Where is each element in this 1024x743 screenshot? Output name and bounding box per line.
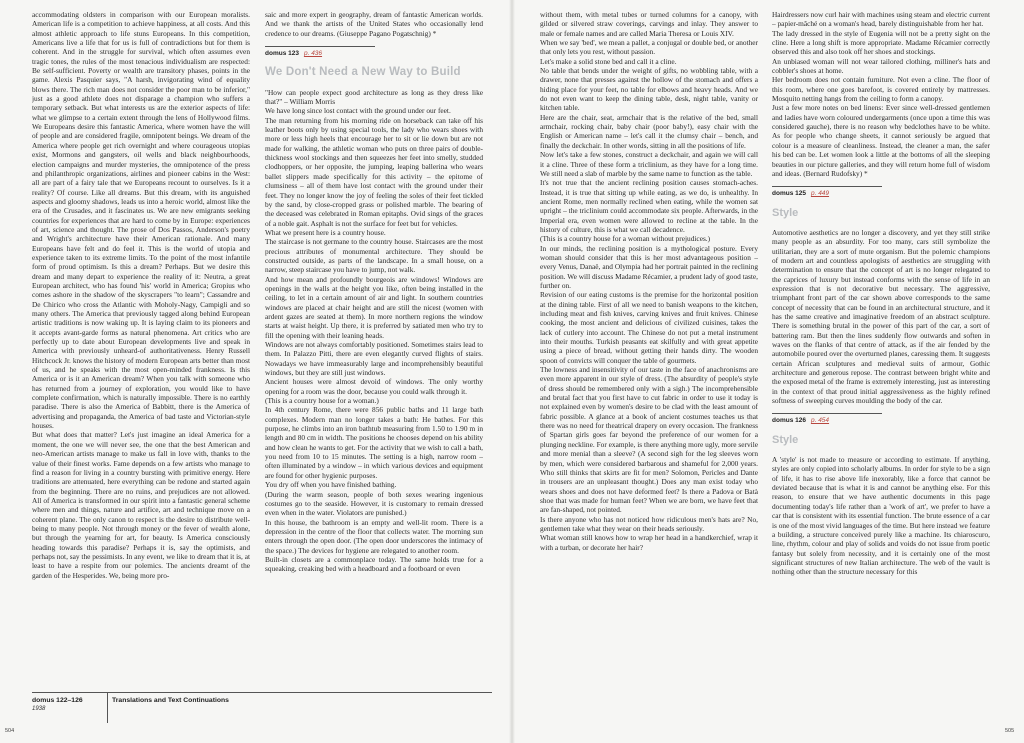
body-paragraph: Just a few more notes on bed linens: Ever since well-dressed gentlemen and ladies have worn coloured undergarments (once upon a time this was considered gauche), there is no reason why bedclothes have to be white. As for people who change sheets, it cannot seriously be argued that colour is a measure of cleanliness. Instead, the cleaner a man, the safer his bed can be. Let women look a little at the bottoms of all the sleeping beauties in our picture galleries, and they will return home full of wisdom and ideas. (Bernard Rudofsky) * <box>772 103 990 178</box>
column-3 <box>540 10 758 738</box>
column-1 <box>32 10 250 700</box>
body-paragraph: Is there anyone who has not noticed how ridiculous men's hats are? No, gentlemen take what they wear on their heads seriously. <box>540 514 758 533</box>
body-paragraph: without them, with metal tubes or turned columns for a canopy, with gilded or silvered straw coverings, carvings and inlay. They answer to male or female names and are called Maria Theresa or Louis XIV. <box>540 10 758 38</box>
body-paragraph: "How can people expect good architecture as long as they dress like that?" – William Morris <box>265 87 483 107</box>
issue-reference <box>772 413 882 425</box>
page-reference-link[interactable]: p. 454 <box>810 417 830 425</box>
body-paragraph: No table that bends under the weight of gifts, no wobbling table, with a drawer, none that presses against the hollow of the stomach and offers a hiding place for your feet, no table for elbows and heavy heads. And we do not even want to keep the dining table, desk, night table, vanity or kitchen table. <box>540 66 758 113</box>
page-gutter <box>509 0 515 743</box>
page-number-right: 505 <box>1005 728 1015 734</box>
page-number-left: 504 <box>5 728 15 734</box>
body-paragraph: In 4th century Rome, there were 856 public baths and 11 large bath complexes. Modern man no longer takes a bath: He bathes. For this purpose, he climbs into an iron bathtub measuring from 1.50 to 1.90 m in length and 80 cm in width. The positions he chooses depend on his ability and how clean he wants to get. For the activity that we wish to call a bath, you need from 10 to 15 minutes. The setting is a high, narrow room – often illuminated by a window – in which various devices and equipment are found for other hygienic purposes. <box>265 405 483 480</box>
article-heading: Style <box>772 433 799 446</box>
footer-magazine: domus 122–126 <box>32 697 83 704</box>
footer-year: 1938 <box>32 706 46 712</box>
body-paragraph: In this house, the bathroom is an empty and well-lit room. There is a depression in the centre of the floor that collects water. The morning sun enters through the open door. (The open door underscores the intimacy of the space.) The devices for hygiene are relegated to another room. <box>265 517 483 555</box>
body-paragraph: The lady dressed in the style of Eugenia will not be a pretty sight on the cline. Here a long shift is more appropriate. Madame Récamier correctly observed this and also took off her shoes and stockings. <box>772 28 990 57</box>
body-paragraph: Ancient houses were almost devoid of windows. The only worthy opening for a room was the door, because you could walk through it. <box>265 377 483 396</box>
column-2 <box>265 10 483 700</box>
page-reference-link[interactable]: p. 436 <box>303 50 323 58</box>
body-paragraph: And how mean and profoundly bourgeois are windows! Windows are openings in the walls at the height you like, often being installed in the ceiling, to let in a certain amount of air and light. In southern countries windows are placed at chair height and are still the nicest (women with ardent gazes are seated at them). In more northern regions the window starts at waist height. Up there, it is preferred by satiated men who try to fill the opening with their leaning heads. <box>265 274 483 340</box>
body-paragraph: saic and more expert in geography, dream of fantastic American worlds. And we thank the artists of the United States who occasionally lend credence to our dreams. (Giuseppe Pagano Pogatschnig) * <box>265 10 483 38</box>
body-paragraph: The staircase is not germane to the country house. Staircases are the most precious attributes of monumental architecture. They should be constructed outside, as parts of the landscape. In a small house, on a narrow, steep staircase you have to jump, not walk. <box>265 237 483 275</box>
body-paragraph: An unbiased woman will not wear tailored clothing, milliner's hats and cobbler's shoes at home. <box>772 56 990 76</box>
page-reference-link[interactable]: p. 449 <box>810 190 830 198</box>
body-paragraph: (During the warm season, people of both sexes wearing ingenious costumes go to the seaside. However, it is customary to remain dressed even when in the water. Violators are punished.) <box>265 489 483 518</box>
article-heading: Style <box>772 206 799 219</box>
body-paragraph: (This is a country house for a woman without prejudices.) <box>540 234 711 244</box>
footer-divider <box>107 693 108 723</box>
body-paragraph: Now let's take a few stones, construct a deckchair, and again we will call it a cline. Three of these form a triclinium, as they have for a long time. We still need a slab of marble by the same name to function as the table. <box>540 150 758 178</box>
column-4 <box>772 10 990 738</box>
issue-number: domus 125 <box>772 190 806 198</box>
body-paragraph: accommodating oldsters in comparison with our European moralists. American life is a competition to achieve happiness, at all costs. And this almost athletic approach to life stuns Europeans. In this competition, Americans live a life that for us is full of contradictions but for them is coherent. And in the struggle for survival, which often assumes even tragic tones, the rules of the most tenacious individualism are respected: Be self-sufficient. Poverty or wealth are transitory phases, points in the game. Alexis Pasquier says, "A harsh, invigorating wind of equality blows there. The rich man does not consider the poor man to be inferior," just as a good athlete does not disparage a champion who suffers a temporary setback. But what interests us are the exterior aspects of life: what we glimpse to a certain extent through the lens of Hollywood films. We Europeans desire this fantastic America, where women have the will of people and are considered fragile, omnipotent beings. We dream of the America where people get rich overnight and where courageous utopias exist, Mormons and gangsters, oil wells and black neighbourhoods, election campaigns and murder mysteries, the omnipotence of the press and philanthropic organizations, airlines and pioneer cabins in the West: all are part of a fairy tale that we Europeans recount to ourselves. Is it a reality? Of course. Like all dreams. But this dream, with its anguished aspects and gloomy shadows, leads us into a heroic world, almost like the era of the Crusades, and it fascinates us. We are new emigrants seeking countries for experiences that are hard to come by in Europe: experiences of art, science and thought. The prose of Dos Passos, Anderson's poetry and Wright's architecture have their American rationale. And many Europeans have felt and do feel it. This is the world of utopia and experience taken to its extreme limits. To the point of the most infantile form of proud optimism. Is this a dream? Perhaps. But we desire this dream and many depart to experience the reality of it: Neutra, a great European architect, who has found 'his' world in America; Gropius who comes ashore in the shadow of the skyscrapers "to learn"; Cassandre and De Chirico who cross the Atlantic with Moholy-Nagy, Campigli and so many others. The America that previously tagged along behind European artistic traditions is now waking up. It is laying claim to its pioneers and it accepts avant-garde forms as natural phenomena. Art critics who are perfectly up to date about European developments live and speak in America with previously unheard-of authoritativeness. Henry Russell Hitchcock Jr. knows the history of modern European arts better than most of us, and he speaks with the most open-minded frankness. Is this America or is it an American dream? When you talk with someone who has returned from a journey of exploration, you would like to have complete confirmation, which is naturally impossible. There is no earthly paradise. There is also the America of Babbitt, there is the America of advertising and propaganda, the America of bad taste and Victorian-style houses. <box>32 10 250 431</box>
body-paragraph: We have long since lost contact with the ground under our feet. <box>265 106 451 116</box>
body-paragraph: The man returning from his morning ride on horseback can take off his leather boots only by using special tools, the lady who wears shoes with more or less high heels that encourage her to sit or lie down but are not made for walking, the athletic woman who puts on three pairs of double-thickness wool stockings and then squeezes her feet into smelly, studded clodhoppers, or her opposite, the jumping, leaping ballerina who wears ballet slippers made specifically for this activity – the epitome of clumsiness – all of them have lost contact with the ground under their feet. They no longer know the joy of feeling the soles of their feet tickled by the sand, by close-cropped grass or polished marble. The bearing of the deceased was celebrated in Roman epitaphs. Ovid sings of the graces of a noble gait. Asphalt is not the surface for feet but for vehicles. <box>265 115 483 228</box>
article-heading: We Don't Need a New Way to Build <box>265 66 461 79</box>
footer-section-title: Translations and Text Continuations <box>112 697 229 704</box>
body-paragraph: Let's make a solid stone bed and call it a cline. <box>540 56 677 66</box>
body-paragraph: You dry off when you have finished bathing. <box>265 480 397 490</box>
body-paragraph: A 'style' is not made to measure or according to estimate. If anything, styles are only copied into scholarly albums. In order for style to be a sign of life, it has to rise above life inexorably, like a force that cannot be deviated because that is what it is and cannot be anything else. For this reason, to ensure that we have authentic documents in this page documenting today's life rather than a 'work of art', we prefer to have a car that is consistent with its essential function. The brute essence of a car is one of the most vivid languages of the time. But here instead we feature a building, a structure conceived purely like a machine. Its chiaroscuro, line, rhythm, colour and play of solids and voids do not issue from poetic fantasy but solely from necessity, and it is certainly one of the most significant structures of new Italian architecture. The web of the vault is nothing other than the structure necessary for this <box>772 455 990 577</box>
body-paragraph: Here are the chair, seat, armchair that is the relative of the bed, small armchair, rocking chair, baby chair (poor baby!), easy chair with the English or American name – let's call it the clumsy chair – bench, and finally the deckchair. In other words, sitting in all the positions of life. <box>540 112 758 150</box>
body-paragraph: Built-in closets are a commonplace today. The same holds true for a squeaking, creaking bed with a headboard and a footboard or even <box>265 554 483 574</box>
body-paragraph: What we present here is a country house. <box>265 227 386 237</box>
body-paragraph: In our minds, the reclining position is a mythological posture. Every woman should consider that this is her most advantageous position – every Venus, Danaë, and Olympia had her portrait painted in the reclining position. We will discuss Madame Récamier, a prudent lady of good taste, further on. <box>540 243 758 290</box>
body-paragraph: The lowness and insensitivity of our taste in the face of anachronisms are even more apparent in our style of dress. (The absurdity of people's style of dress should be remembered only with a sigh.) The incomprehensible and brutal fact that you first have to cut fabric in order to use it today is not explained even by women's desire to be clad with the least amount of fabric possible. A glance at a book of ancient costumes teaches us that there was no need for theatrical drapery on every occasion. The frankness of Spartan girls goes far beyond the preference of our women for a plunging neckline. For example, is there anything more ugly, more servile and more menial than a sleeve? (A second sigh for the leg sleeves worn by men, which were considered barbarous and shameful for 2,000 years. Who still thinks that skirts are fit for men? Solomon, Pericles and Dante in trousers are an unpleasant thought.) Does any man exist today who wears shoes and does not have deformed feet? Is there a Padova or Batà shoe that was made for human feet? When we are born, we have feet that are fan-shaped, not pointed. <box>540 365 758 515</box>
body-paragraph: (This is a country house for a woman.) <box>265 396 379 406</box>
body-paragraph: Her bedroom does not contain furniture. Not even a cline. The floor of this room, where one goes barefoot, is covered entirely by mattresses. Mosquito netting hangs from the ceiling to form a canopy. <box>772 75 990 104</box>
issue-reference <box>772 186 882 198</box>
body-paragraph: It's not true that the ancient reclining position causes stomach-aches. Instead, it is true that sitting up while eating, as we do, is unhealthy. In ancient Rome, men normally reclined when eating, while the women sat upright – the triclinium could accommodate six people. Afterwards, in the Imperial era, even women were allowed to recline at the table. In the history of culture, this is what we call decadence. <box>540 178 758 234</box>
issue-number: domus 126 <box>772 417 806 425</box>
body-paragraph: Windows are not always comfortably positioned. Sometimes stairs lead to them. In Palazzo Pitti, there are even elegantly curved flights of stairs. Nowadays we have immeasurably large and incomprehensibly beautiful windows, but they are still just windows. <box>265 340 483 378</box>
body-paragraph: Hairdressers now curl hair with machines using steam and electric current – papier-mâché on a woman's head, barely distinguishable from her hat. <box>772 10 990 29</box>
body-paragraph: Revision of our eating customs is the premise for the horizontal position at the dining table. First of all we need to banish weapons to the kitchen, including meat and fish knives, carving knives and fruit knives. Chinese cooking, the most ancient and delicious of civilized cuisines, takes the lack of cutlery into account. The Chinese do not put a metal instrument into their mouths. Turkish peasants eat skilfully and with great appetite using a piece of bread, without getting their hands dirty. The wooden spoon of convicts will conquer the table of gourmets. <box>540 290 758 365</box>
body-paragraph: What woman still knows how to wrap her head in a handkerchief, wrap it with a turban, or decorate her hair? <box>540 533 758 552</box>
issue-number: domus 123 <box>265 50 299 58</box>
body-paragraph: When we say 'bed', we mean a pallet, a conjugal or double bed, or another that only lets you rest, without passion. <box>540 38 758 57</box>
body-paragraph: But what does that matter? Let's just imagine an ideal America for a moment, the one we will never see, the one that the best American and neo-American artists manage to make us fall in love with, thanks to the value of their finest works. Fame depends on a few artists who manage to find a reason for living in a country bursting with primitive energy. Here traditions are attenuated, here everything can be redone and started again from the beginning. There are no ruins, and prejudices are not allowed. All of America is transformed in our spirit into a fantastic general scheme where men and things, nature and artifice, art and technique move on a coherent plane. The only canon to respect is the desire to distribute well-being to many people. Not through money or the fever of wealth alone, but through the yearning for art, for beauty. Is America consciously heading towards this paradise? Perhaps it is, say the optimists, and perhaps not, say the pessimists. In any event, we like to dream that it is, at least to have a respite from our polemics. The ancients dreamt of the garden of the Hesperides. We, being more pro- <box>32 430 250 580</box>
page-footer <box>32 692 492 723</box>
body-paragraph: Automotive aesthetics are no longer a discovery, and yet they still strike many people as an absurdity. For too many, cars still symbolize the utilitarian, they are a sort of mute organism. But the polemic champions of modern art and countless apologists of aesthetics are struggling with determination to ensure that the concept of art is no longer relegated to the caprices of luxury but instead conforms with the sense of life in an expression that is not decorative but necessary. The aggressive, triumphant front part of the car shown above corresponds to the same concept of necessity that can be found in an architectural structure, and it has the same creative and imaginative freedom of an abstract sculpture. There is something brutal in the power of this part of the car, a sort of battering ram. But then the lines suddenly flow outwards and soften in waves on the flanks of that centre of attack, as if the air fended by the automobile poured over the overturned planes, caressing them. It suggests certain African sculptures and medieval suits of armour, Gothic architecture and generous repose. The contrast between bright white and the exposed metal of the frame is extremely interesting, just as interesting in the context of that proud initial aggressiveness as the highly refined softness of sweeping curves moulding the body of the car. <box>772 227 990 406</box>
issue-reference <box>265 46 375 58</box>
